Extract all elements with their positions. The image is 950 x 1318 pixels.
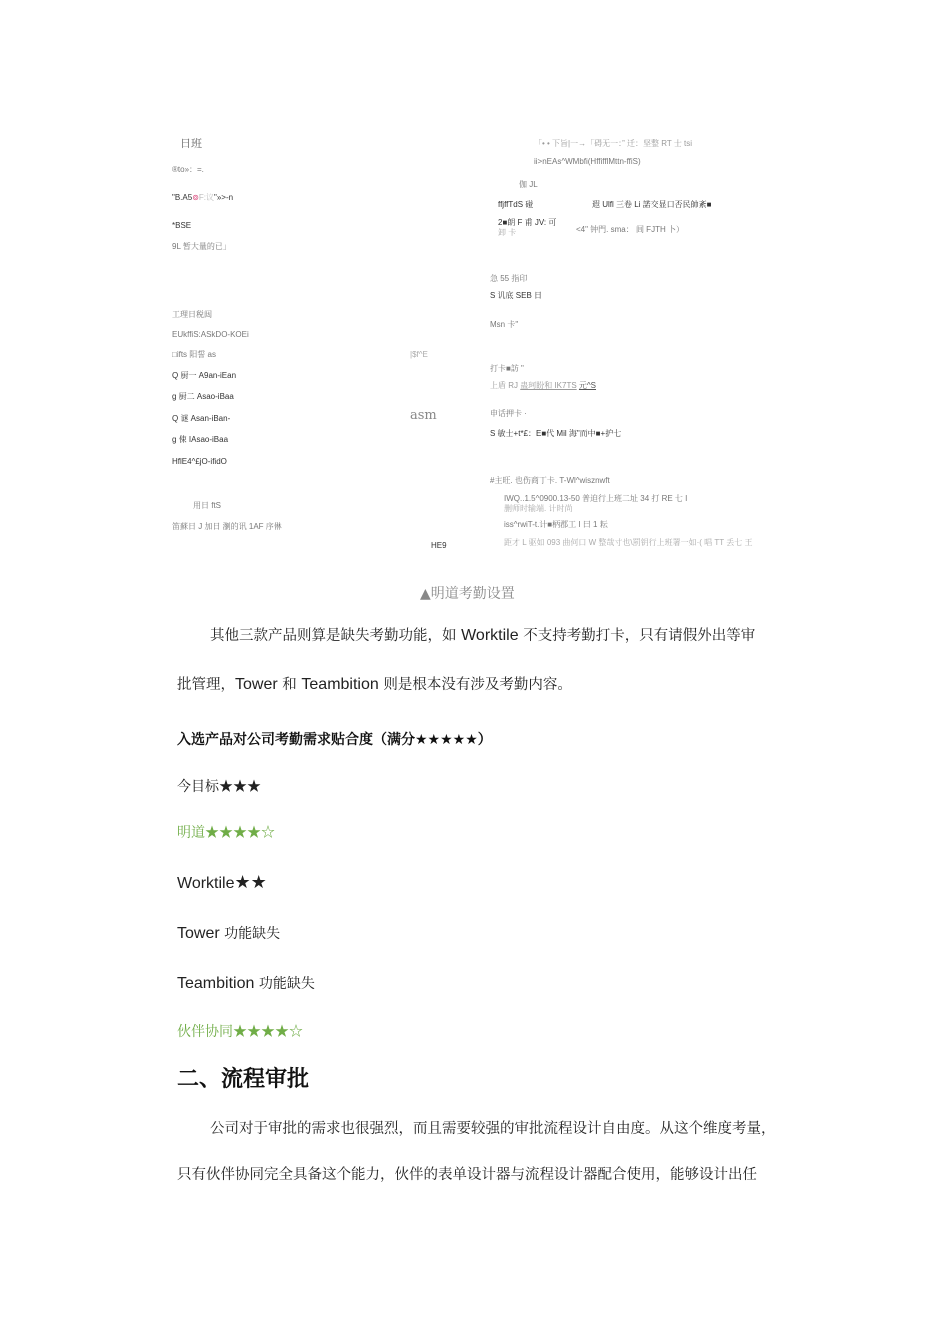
- fig-right-line: iss^rwiT-t.计■柄郡工 I 曰 1 耘: [504, 520, 608, 529]
- fig-right-line: 急 55 指印: [490, 274, 528, 283]
- fig-left-line: 用日 ftS: [193, 501, 222, 510]
- star-rating: ★★★: [219, 779, 261, 795]
- fig-right-line: 伽 JL: [519, 180, 538, 189]
- rating-item: Worktile★★: [177, 872, 267, 893]
- paragraph-line: 其他三款产品则算是缺失考勤功能，如 Worktile 不支持考勤打卡，只有请假外出等审: [210, 627, 756, 644]
- section-subheading: 入选产品对公司考勤需求贴合度（满分★★★★★）: [177, 732, 492, 748]
- fig-right-line: S 敏士+t*£：E■代 Mil 海"而中■+护七: [490, 429, 622, 438]
- fig-mid-label: |$f^E: [410, 350, 428, 359]
- fig-right-line: ii>nEAs^WMbfi(HffifflMttn-ffiS): [534, 157, 641, 166]
- fig-right-line: <4" 钟門. sma： 闾 FJTH 卜）: [576, 225, 684, 234]
- figure-caption: ▲明道考勤设置: [420, 586, 515, 602]
- rating-item: Tower 功能缺失: [177, 925, 281, 942]
- star-rating: ★★★★☆: [233, 1024, 303, 1040]
- fig-right-line: 上盾 RJ 蛊珂盼和 IK7TS 元^S: [490, 381, 597, 390]
- fig-right-line: IWQ..1.5^0900.13-50 普迫行上班二址 34 打 RE 七 I: [504, 494, 688, 503]
- fig-right-line: 遐 Ulfl 三卷 Li 諾交显口否民帥紊■: [592, 200, 712, 209]
- paragraph-line: 批管理，Tower 和 Teambition 则是根本没有涉及考勤内容。: [177, 676, 572, 693]
- fig-right-line: 2■朗 F 甫 JV: 可: [498, 218, 557, 227]
- fig-left-line: 笛蘇日 J 加日 瀏的讯 1AF 序㑣: [172, 522, 282, 531]
- star-rating: ★★★★☆: [205, 825, 275, 841]
- section-heading: 二、流程审批: [177, 1067, 310, 1092]
- fig-left-line: *BSE: [172, 221, 192, 230]
- fig-left-line: ®to»：=.: [172, 165, 204, 174]
- fig-right-line: #主旺. 也伤商丁卡. T-Wl^wisznwft: [490, 476, 610, 485]
- fig-right-line: 打卡■訪 ": [490, 364, 524, 373]
- fig-left-line: EUkffiS:ASkDO-KOEi: [172, 330, 249, 339]
- fig-right-line: 申话押卡 ·: [490, 409, 527, 418]
- fig-right-line: Msn 卡": [490, 320, 519, 329]
- fig-mid-label: asm: [410, 408, 437, 423]
- rating-item: Teambition 功能缺失: [177, 975, 315, 992]
- fig-right-line: 「• • 下旨|一→「碍无一：” 迁：坚整 RT 士 tsi: [534, 139, 693, 148]
- star-rating: ★★: [234, 872, 267, 893]
- fig-mid-label: HE9: [431, 541, 447, 550]
- fig-left-line: HflE4^£jO-ifidO: [172, 457, 227, 466]
- fig-left-line: g 㑛 IAsao-iBaa: [172, 435, 229, 444]
- fig-left-line: 工理日税闼: [172, 310, 212, 319]
- fig-left-line: "B.A5⊚F:议"»>-n: [172, 193, 234, 202]
- fig-left-line: Q 谜 Asan-iBan-: [172, 414, 231, 423]
- fig-left-line: g 厨二 Asao-iBaa: [172, 392, 234, 401]
- rating-item: 伙伴协同★★★★☆: [177, 1024, 303, 1040]
- fig-left-title: 日班: [180, 138, 202, 150]
- fig-right-line: 距才 L 驱如 093 曲何口 W 整哉寸也\罰钥行上班署一如·( 唱 TT 丢七 王: [504, 538, 753, 547]
- fig-left-line: Q 厨一 A9an-iEan: [172, 371, 237, 380]
- fig-left-line: □ifts 阳誓 as: [172, 350, 216, 359]
- fig-right-line: ffjffTdS 碰: [498, 200, 534, 209]
- rating-item: 明道★★★★☆: [177, 825, 275, 841]
- rating-item: 今目标★★★: [177, 779, 261, 795]
- paragraph-line: 只有伙伴协同完全具备这个能力，伙伴的表单设计器与流程设计器配合使用，能够设计出任: [177, 1167, 757, 1183]
- paragraph-line: 公司对于审批的需求也很强烈，而且需要较强的审批流程设计自由度。从这个维度考量，: [210, 1121, 776, 1137]
- fig-right-line: S 讥底 SEB 日: [490, 291, 543, 300]
- fig-left-line: 9L 暂大量的已」: [172, 242, 231, 251]
- fig-right-line: 删师时输端. 计时尚: [504, 504, 573, 513]
- fig-right-line: 卸 卡: [498, 228, 517, 237]
